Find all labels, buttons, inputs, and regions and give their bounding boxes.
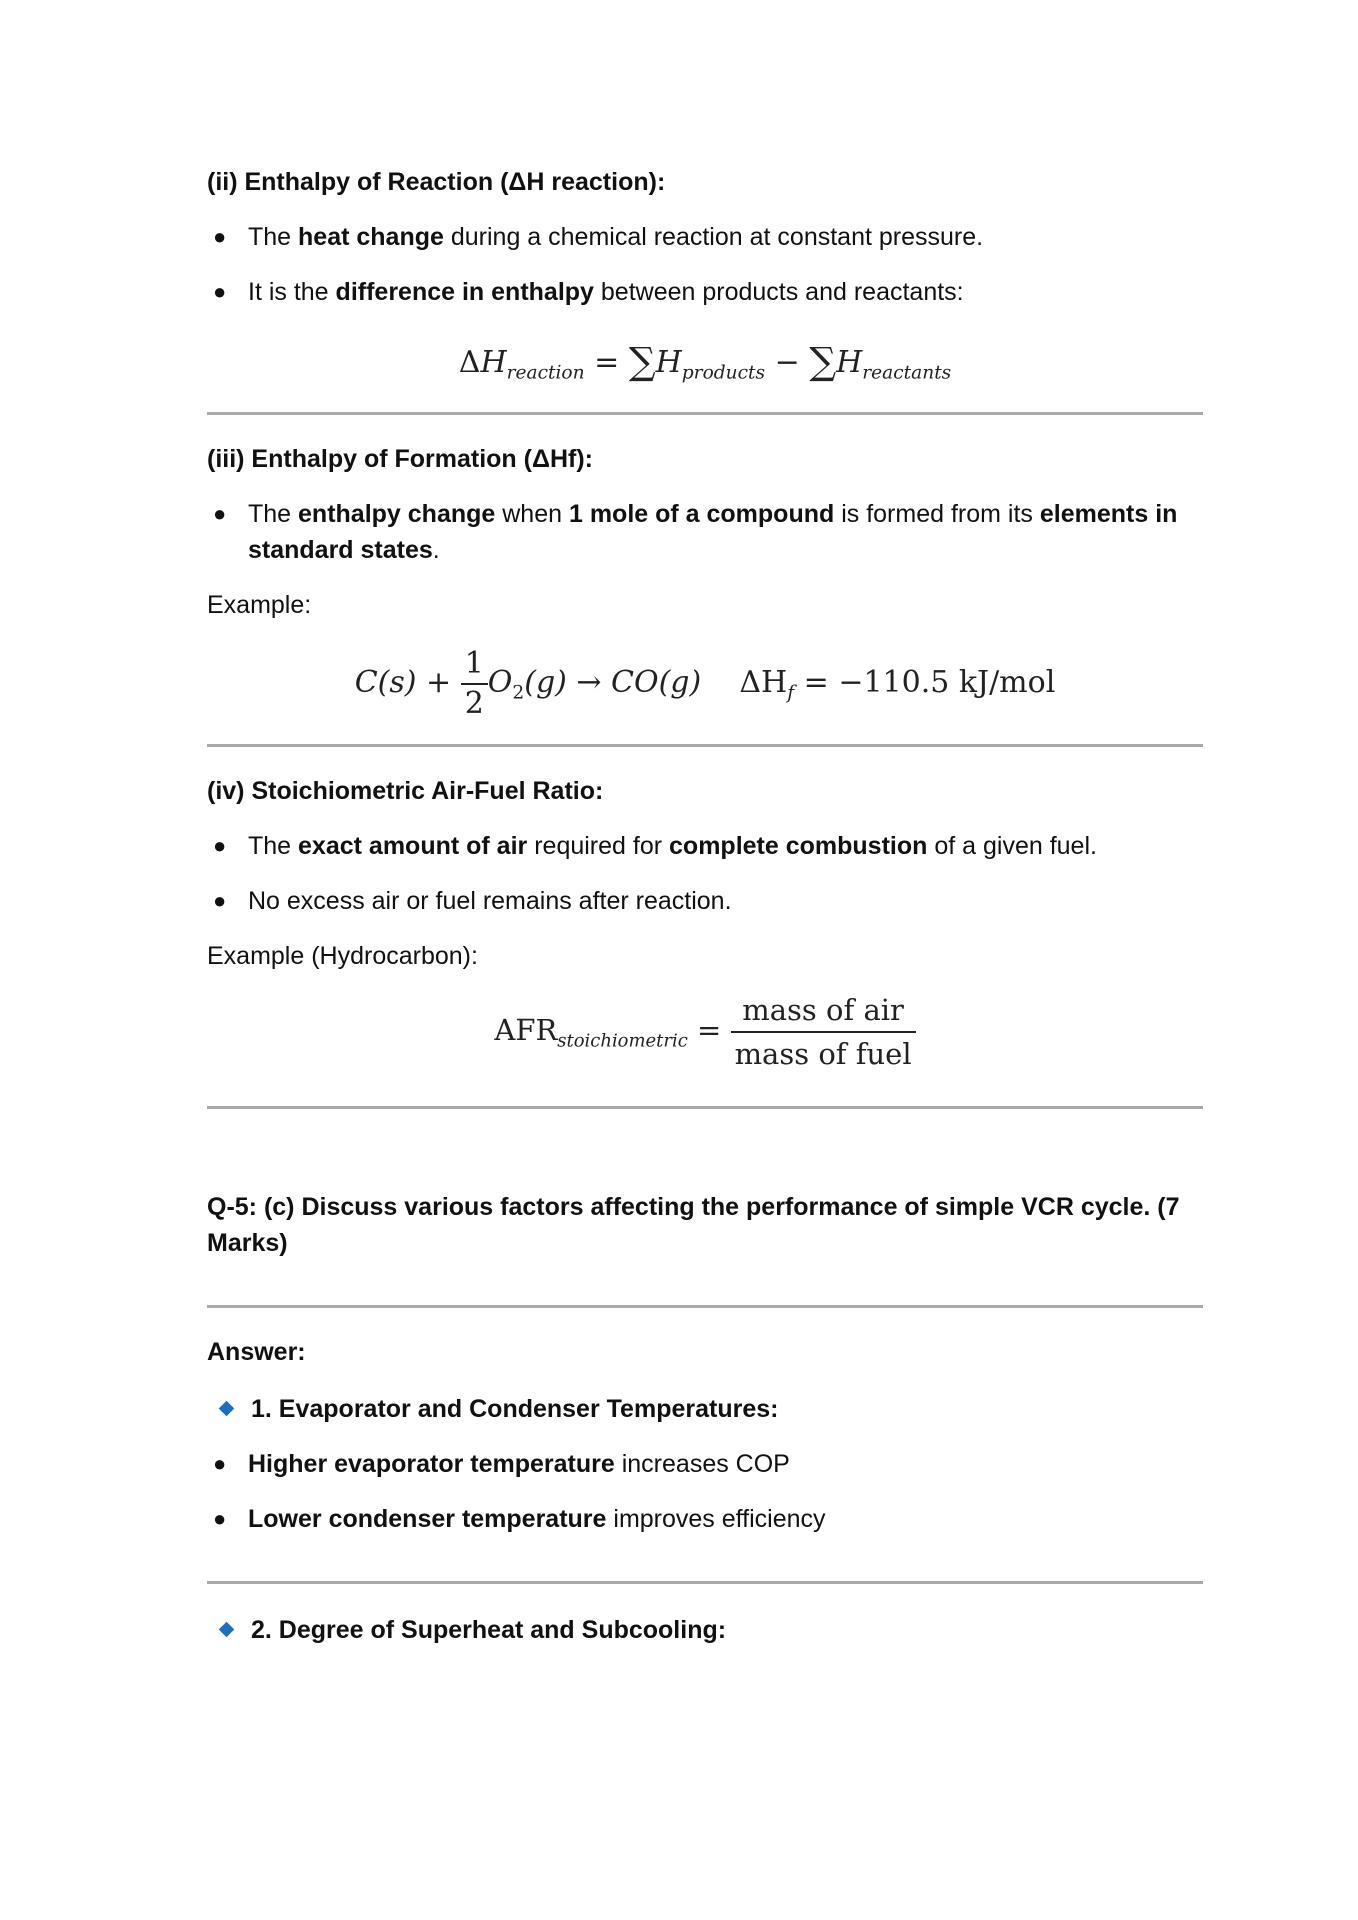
diamond-bullet-icon (219, 1622, 235, 1638)
list-item: ● Lower condenser temperature improves efficiency (207, 1501, 1203, 1537)
list-item: ● The heat change during a chemical reaction at constant pressure. (207, 219, 1203, 255)
example-label: Example (Hydrocarbon): (207, 942, 478, 970)
question-q5: Q-5: (c) Discuss various factors affecting the performance of simple VCR cycle. (7 Marks) (207, 1193, 1180, 1257)
bullet-icon: ● (213, 833, 227, 858)
list-item: ● The enthalpy change when 1 mole of a compound is formed from its elements in standard states. (207, 496, 1203, 568)
equation-air-fuel-ratio: $AFR_{stoichiometric}$ = $\frac{\text{mass of air}}{\text{mass of fuel}}$ (207, 988, 1203, 1072)
factor-heading-temperatures: 1. Evaporator and Condenser Temperatures: (207, 1391, 1203, 1427)
bullet-list (207, 828, 1203, 919)
diamond-bullet-icon (219, 1401, 235, 1417)
fraction-one-half: $\frac{1}{2}$ (461, 647, 488, 721)
section-divider (207, 744, 1203, 747)
bullet-icon: ● (213, 224, 227, 249)
example-label: Example: (207, 591, 312, 619)
list-item: ● Higher evaporator temperature increases COP (207, 1446, 1203, 1482)
list-item: ● No excess air or fuel remains after reaction. (207, 883, 1203, 919)
answer-label: Answer: (207, 1338, 306, 1366)
section-divider (207, 1106, 1203, 1109)
document-content (207, 164, 1203, 1648)
factor-heading-superheat-subcooling: 2. Degree of Superheat and Subcooling: (207, 1612, 1203, 1648)
bullet-icon: ● (213, 1451, 227, 1476)
bullet-icon: ● (213, 501, 227, 526)
equation-enthalpy-of-reaction: $\Delta H_{reaction} = \sum H_{products} - \sum H_{reactants}$ (458, 339, 952, 384)
equation-formation-co: C(s) + $\frac{1}{2}$ $O_2(g) \to CO(g)$ $\Delta H_f = -110.5$ kJ/mol (354, 646, 1056, 721)
bullet-icon: ● (213, 279, 227, 304)
section-heading-air-fuel-ratio: (iv) Stoichiometric Air-Fuel Ratio: (207, 777, 604, 805)
section-divider (207, 1581, 1203, 1584)
list-item: ● The exact amount of air required for complete combustion of a given fuel. (207, 828, 1203, 864)
section-heading-enthalpy-of-formation: (iii) Enthalpy of Formation (ΔHf): (207, 445, 593, 473)
bullet-list (207, 219, 1203, 310)
bullet-list (207, 1446, 1203, 1537)
bullet-icon: ● (213, 1506, 227, 1531)
section-divider (207, 1305, 1203, 1308)
section-divider (207, 412, 1203, 415)
list-item: ● It is the difference in enthalpy between products and reactants: (207, 274, 1203, 310)
fraction-air-over-fuel: $\frac{\text{mass of air}}{\text{mass of fuel}}$ (731, 991, 916, 1073)
bullet-list (207, 496, 1203, 568)
bullet-icon: ● (213, 888, 227, 913)
section-heading-enthalpy-of-reaction: (ii) Enthalpy of Reaction (ΔH reaction): (207, 168, 666, 196)
